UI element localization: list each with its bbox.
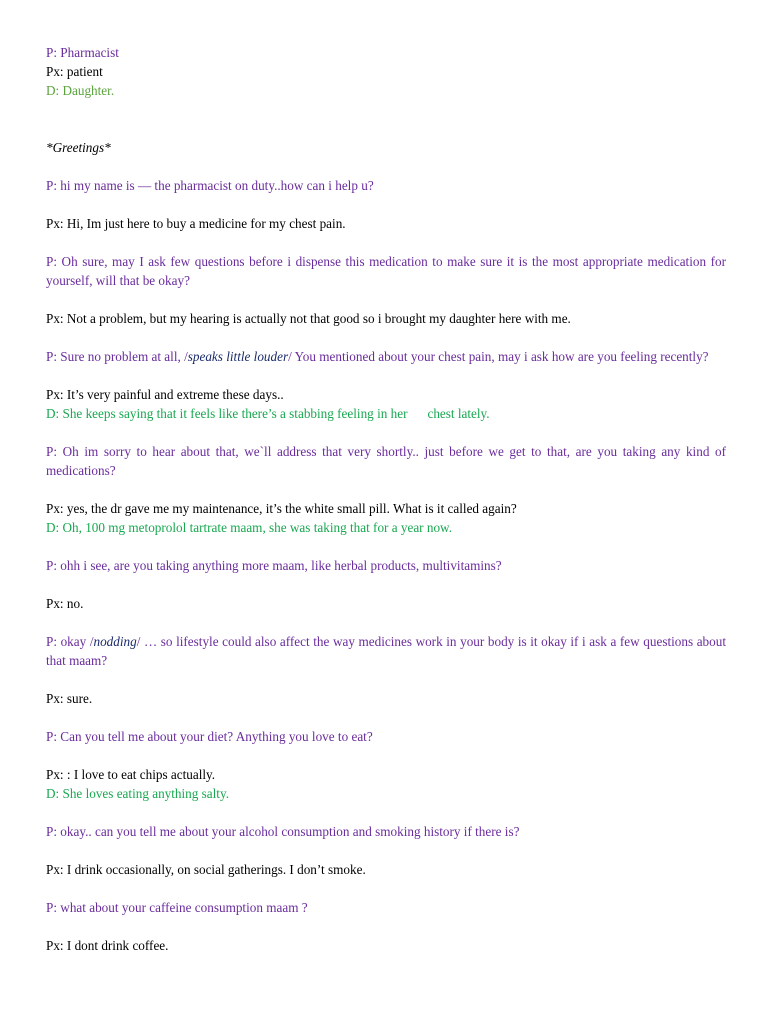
pharmacist-line-text: P: okay /	[46, 634, 94, 649]
patient-line: Px: sure.	[46, 691, 93, 706]
pharmacist-line: P: okay.. can you tell me about your alcohol consumption and smoking history if there is?	[46, 824, 520, 839]
patient-line: Px: I drink occasionally, on social gatherings. I don’t smoke.	[46, 862, 366, 877]
pharmacist-line-text: / You mentioned about your chest pain, may i ask how are you feeling recently?	[288, 349, 709, 364]
stage-direction: nodding	[93, 634, 137, 649]
pharmacist-line: P: Oh sure, may I ask few questions before i dispense this medication to make sure it is the most appropriate medication for yourself, will that be okay?	[46, 254, 726, 288]
pharmacist-line: P: hi my name is — the pharmacist on duty..how can i help u?	[46, 178, 374, 193]
legend-patient: Px: patient	[46, 64, 103, 79]
transcript-page	[46, 43, 726, 955]
daughter-line	[46, 404, 726, 423]
pharmacist-line: P: Can you tell me about your diet? Anything you love to eat?	[46, 729, 373, 744]
legend-pharmacist: P: Pharmacist	[46, 45, 119, 60]
spacer	[46, 803, 726, 822]
stage-direction: speaks little louder	[187, 349, 289, 364]
spacer	[46, 423, 726, 442]
daughter-line: D: She loves eating anything salty.	[46, 786, 230, 801]
patient-line: Px: Not a problem, but my hearing is actually not that good so i brought my daughter here with me.	[46, 311, 571, 326]
pharmacist-line	[46, 347, 726, 366]
patient-line: Px: yes, the dr gave me my maintenance, it’s the white small pill. What is it called again?	[46, 501, 517, 516]
spacer	[46, 480, 726, 499]
spacer	[46, 157, 726, 176]
patient-line: Px: It’s very painful and extreme these days..	[46, 387, 284, 402]
pharmacist-line: P: Oh im sorry to hear about that, we`ll address that very shortly.. just before we get to that, are you taking any kind of medications?	[46, 444, 726, 478]
spacer	[46, 841, 726, 860]
spacer	[46, 195, 726, 214]
spacer	[46, 233, 726, 252]
pharmacist-line-text: P: Sure no problem at all, /	[46, 349, 188, 364]
spacer	[46, 290, 726, 309]
patient-line: Px: no.	[46, 596, 84, 611]
spacer	[46, 575, 726, 594]
pharmacist-line: P: what about your caffeine consumption maam ?	[46, 900, 308, 915]
pharmacist-line: P: ohh i see, are you taking anything more maam, like herbal products, multivitamins?	[46, 558, 502, 573]
section-greetings: *Greetings*	[46, 140, 111, 155]
patient-line: Px: Hi, Im just here to buy a medicine for my chest pain.	[46, 216, 346, 231]
spacer	[46, 879, 726, 898]
patient-line: Px: : I love to eat chips actually.	[46, 767, 216, 782]
daughter-line-text: chest lately.	[427, 406, 490, 421]
patient-line: Px: I dont drink coffee.	[46, 938, 169, 953]
legend-daughter: D: Daughter.	[46, 83, 115, 98]
spacer	[46, 366, 726, 385]
spacer	[46, 537, 726, 556]
spacer	[46, 100, 726, 138]
spacer	[46, 613, 726, 632]
spacer	[46, 917, 726, 936]
spacer	[46, 670, 726, 689]
pharmacist-line	[46, 632, 726, 670]
spacer	[46, 328, 726, 347]
daughter-line-text: D: She keeps saying that it feels like there’s a stabbing feeling in her	[46, 406, 408, 421]
spacer	[46, 746, 726, 765]
pharmacist-line-text: / … so lifestyle could also affect the way medicines work in your body is it okay if i ask a few questions about that maam?	[46, 634, 726, 668]
daughter-line: D: Oh, 100 mg metoprolol tartrate maam, she was taking that for a year now.	[46, 520, 453, 535]
spacer	[46, 708, 726, 727]
